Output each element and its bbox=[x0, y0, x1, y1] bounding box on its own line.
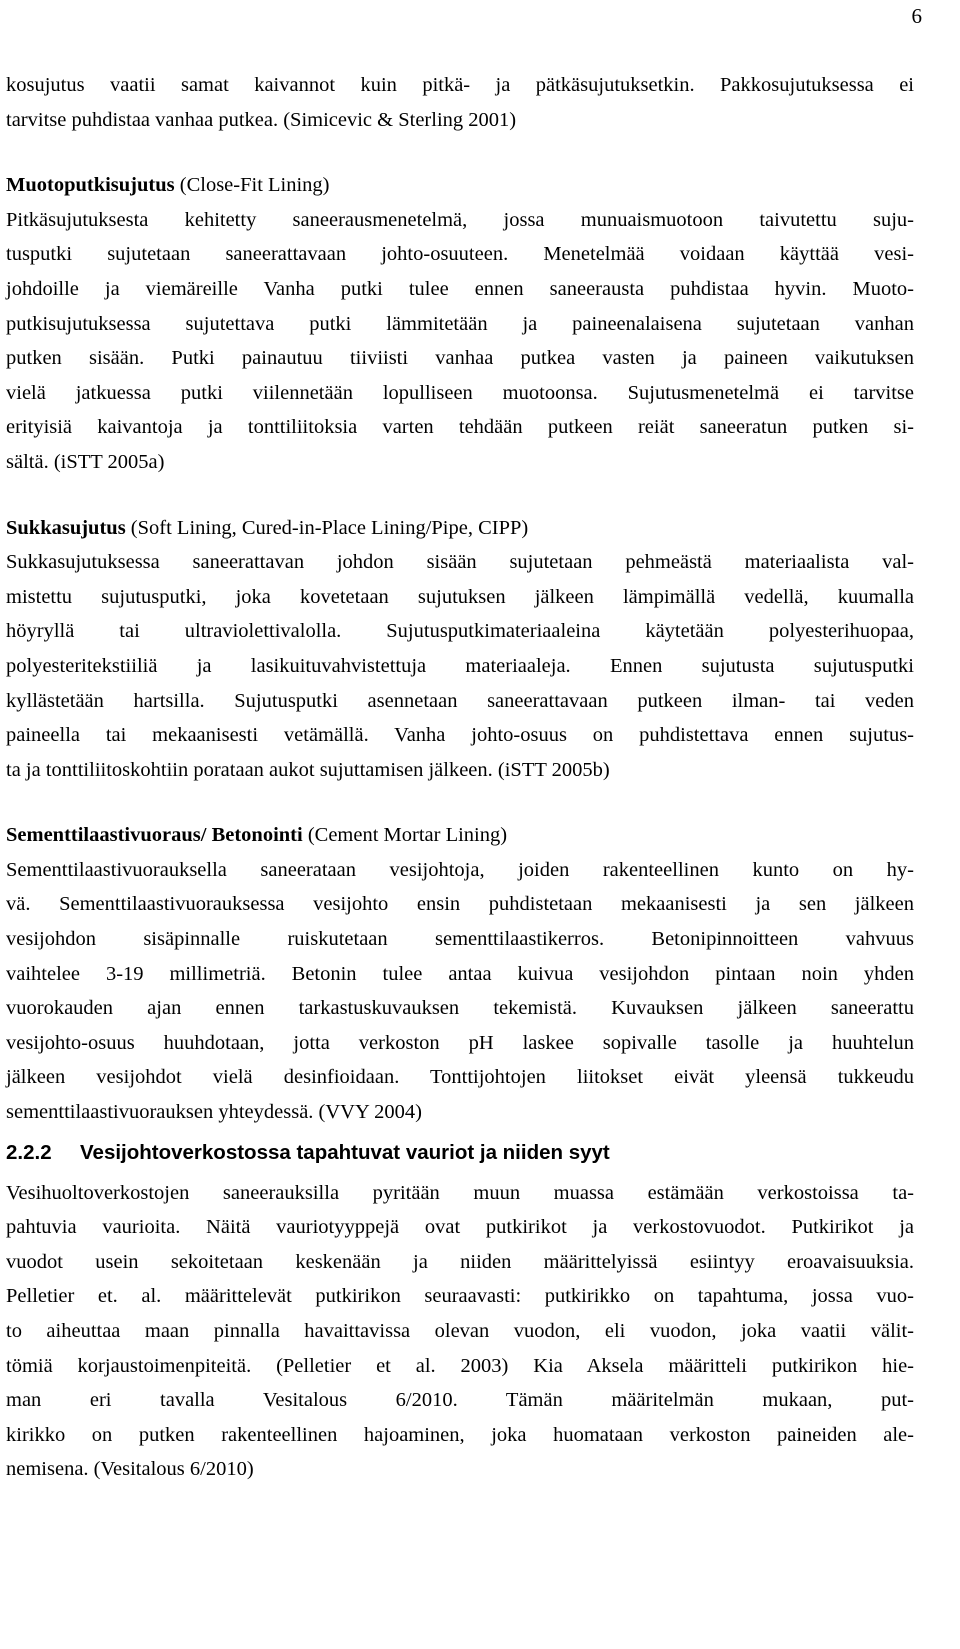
text-line: Sementtilaastivuorauksella saneerataan vesijohtoja, joiden rakenteellinen kunto on hy- bbox=[6, 858, 914, 881]
text-line: vaihtelee 3-19 millimetriä. Betonin tulee antaa kuivua vesijohdon pintaan noin yhden bbox=[6, 962, 914, 985]
term-name: Sementtilaastivuoraus/ Betonointi bbox=[6, 824, 303, 847]
text-line: jälkeen vesijohdot vielä desinfioidaan. Tonttijohtojen liitokset eivät yleensä tukkeudu bbox=[6, 1066, 914, 1089]
text-line: kosujutus vaatii samat kaivannot kuin pitkä- ja pätkäsujutuksetkin. Pakkosujutuksessa ei bbox=[6, 74, 914, 96]
term-english: (Close-Fit Lining) bbox=[174, 174, 330, 197]
text-line: tömiä korjaustoimenpiteitä. (Pelletier et al. 2003) Kia Aksela määritteli putkirikon hie- bbox=[6, 1354, 914, 1377]
text-line: Vesihuoltoverkostojen saneerauksilla pyritään muun muassa estämään verkostoissa ta- bbox=[6, 1181, 914, 1204]
text-line: Pitkäsujutuksesta kehitetty saneerausmenetelmä, jossa munuaismuotoon taivutettu suju- bbox=[6, 208, 914, 231]
paragraph-gap bbox=[6, 480, 914, 511]
section-muotoputkisujutus bbox=[6, 168, 914, 479]
text-line: man eri tavalla Vesitalous 6/2010. Tämän määritelmän mukaan, put- bbox=[6, 1389, 914, 1412]
page-number: 6 bbox=[911, 4, 922, 28]
paragraph-pakkosujutus bbox=[6, 68, 914, 137]
text-line: sältä. (iSTT 2005a) bbox=[6, 450, 165, 473]
text-line: paineella tai mekaanisesti vetämällä. Vanha johto-osuus on puhdistettava ennen sujutus- bbox=[6, 724, 914, 747]
text-line: putkisujutuksessa sujutettava putki lämmitetään ja paineenalaisena sujutetaan vanhan bbox=[6, 312, 914, 335]
text-line: polyesteritekstiiliä ja lasikuituvahvistettuja materiaaleja. Ennen sujutusta sujutusputki bbox=[6, 654, 914, 677]
paragraph-gap bbox=[6, 787, 914, 818]
text-line: vuorokauden ajan ennen tarkastuskuvauksen tekemistä. Kuvauksen jälkeen saneerattu bbox=[6, 997, 914, 1020]
term-heading bbox=[6, 818, 914, 853]
text-line: nemisena. (Vesitalous 6/2010) bbox=[6, 1458, 254, 1481]
term-name: Sukkasujutus bbox=[6, 516, 126, 539]
text-line: vä. Sementtilaastivuorauksessa vesijohto ensin puhdistetaan mekaanisesti ja sen jälkeen bbox=[6, 893, 914, 916]
term-name: Muotoputkisujutus bbox=[6, 174, 175, 197]
text-line: putken sisään. Putki painautuu tiiviisti vanhaa putkea vasten ja paineen vaikutuksen bbox=[6, 347, 914, 370]
paragraph-vauriot bbox=[6, 1176, 914, 1487]
text-line: mistettu sujutusputki, joka kovetetaan sujutuksen jälkeen lämpimällä vedellä, kuumalla bbox=[6, 585, 914, 608]
text-line: vesijohto-osuus huuhdotaan, jotta verkoston pH laskee sopivalle tasolle ja huuhtelun bbox=[6, 1031, 914, 1054]
text-line: vielä jatkuessa putki viilennetään lopulliseen muotoonsa. Sujutusmenetelmä ei tarvitse bbox=[6, 381, 914, 404]
document-body bbox=[6, 68, 914, 1487]
text-line: pahtuvia vaurioita. Näitä vauriotyyppejä ovat putkirikot ja verkostovuodot. Putkirikot ja bbox=[6, 1216, 914, 1239]
text-line: kirikko on putken rakenteellinen hajoaminen, joka huomataan verkoston paineiden ale- bbox=[6, 1423, 914, 1446]
text-line: vuodot usein sekoitetaan keskenään ja niiden määrittelyissä esiintyy eroavaisuuksia. bbox=[6, 1250, 914, 1273]
text-line: ta ja tonttiliitoskohtiin porataan aukot sujuttamisen jälkeen. (iSTT 2005b) bbox=[6, 758, 610, 781]
term-english: (Soft Lining, Cured-in-Place Lining/Pipe, CIPP) bbox=[125, 516, 529, 539]
text-line: tusputki sujutetaan saneerattavaan johto-osuuteen. Menetelmää voidaan käyttää vesi- bbox=[6, 243, 914, 266]
text-line: Sukkasujutuksessa saneerattavan johdon sisään sujutetaan pehmeästä materiaalista val- bbox=[6, 551, 914, 574]
text-line: Pelletier et. al. määrittelevät putkirikon seuraavasti: putkirikko on tapahtuma, jossa vuo- bbox=[6, 1285, 914, 1308]
term-english: (Cement Mortar Lining) bbox=[302, 824, 508, 847]
section-heading bbox=[6, 1136, 914, 1170]
text-line: höyryllä tai ultraviolettivalolla. Sujutusputkimateriaaleina käytetään polyesterihuopaa, bbox=[6, 620, 914, 643]
term-heading bbox=[6, 168, 914, 203]
section-number: 2.2.2 bbox=[6, 1140, 52, 1164]
section-title: Vesijohtoverkostossa tapahtuvat vauriot ja niiden syyt bbox=[80, 1140, 610, 1164]
text-line: sementtilaastivuorauksen yhteydessä. (VVY 2004) bbox=[6, 1101, 422, 1124]
section-sukkasujutus bbox=[6, 511, 914, 788]
text-line: to aiheuttaa maan pinnalla havaittavissa olevan vuodon, eli vuodon, joka vaatii välit- bbox=[6, 1320, 914, 1342]
text-line: johdoille ja viemäreille Vanha putki tulee ennen saneerausta puhdistaa hyvin. Muoto- bbox=[6, 277, 914, 300]
text-line: vesijohdon sisäpinnalle ruiskutetaan sementtilaastikerros. Betonipinnoitteen vahvuus bbox=[6, 928, 914, 951]
text-line: kyllästetään hartsilla. Sujutusputki asennetaan saneerattavaan putkeen ilman- tai veden bbox=[6, 689, 914, 712]
section-sementtilaastivuoraus bbox=[6, 818, 914, 1129]
term-heading bbox=[6, 511, 914, 546]
text-line: erityisiä kaivantoja ja tonttiliitoksia varten tehdään putkeen reiät saneeratun putken si- bbox=[6, 416, 914, 439]
paragraph-gap bbox=[6, 137, 914, 168]
text-line: tarvitse puhdistaa vanhaa putkea. (Simicevic & Sterling 2001) bbox=[6, 108, 517, 131]
